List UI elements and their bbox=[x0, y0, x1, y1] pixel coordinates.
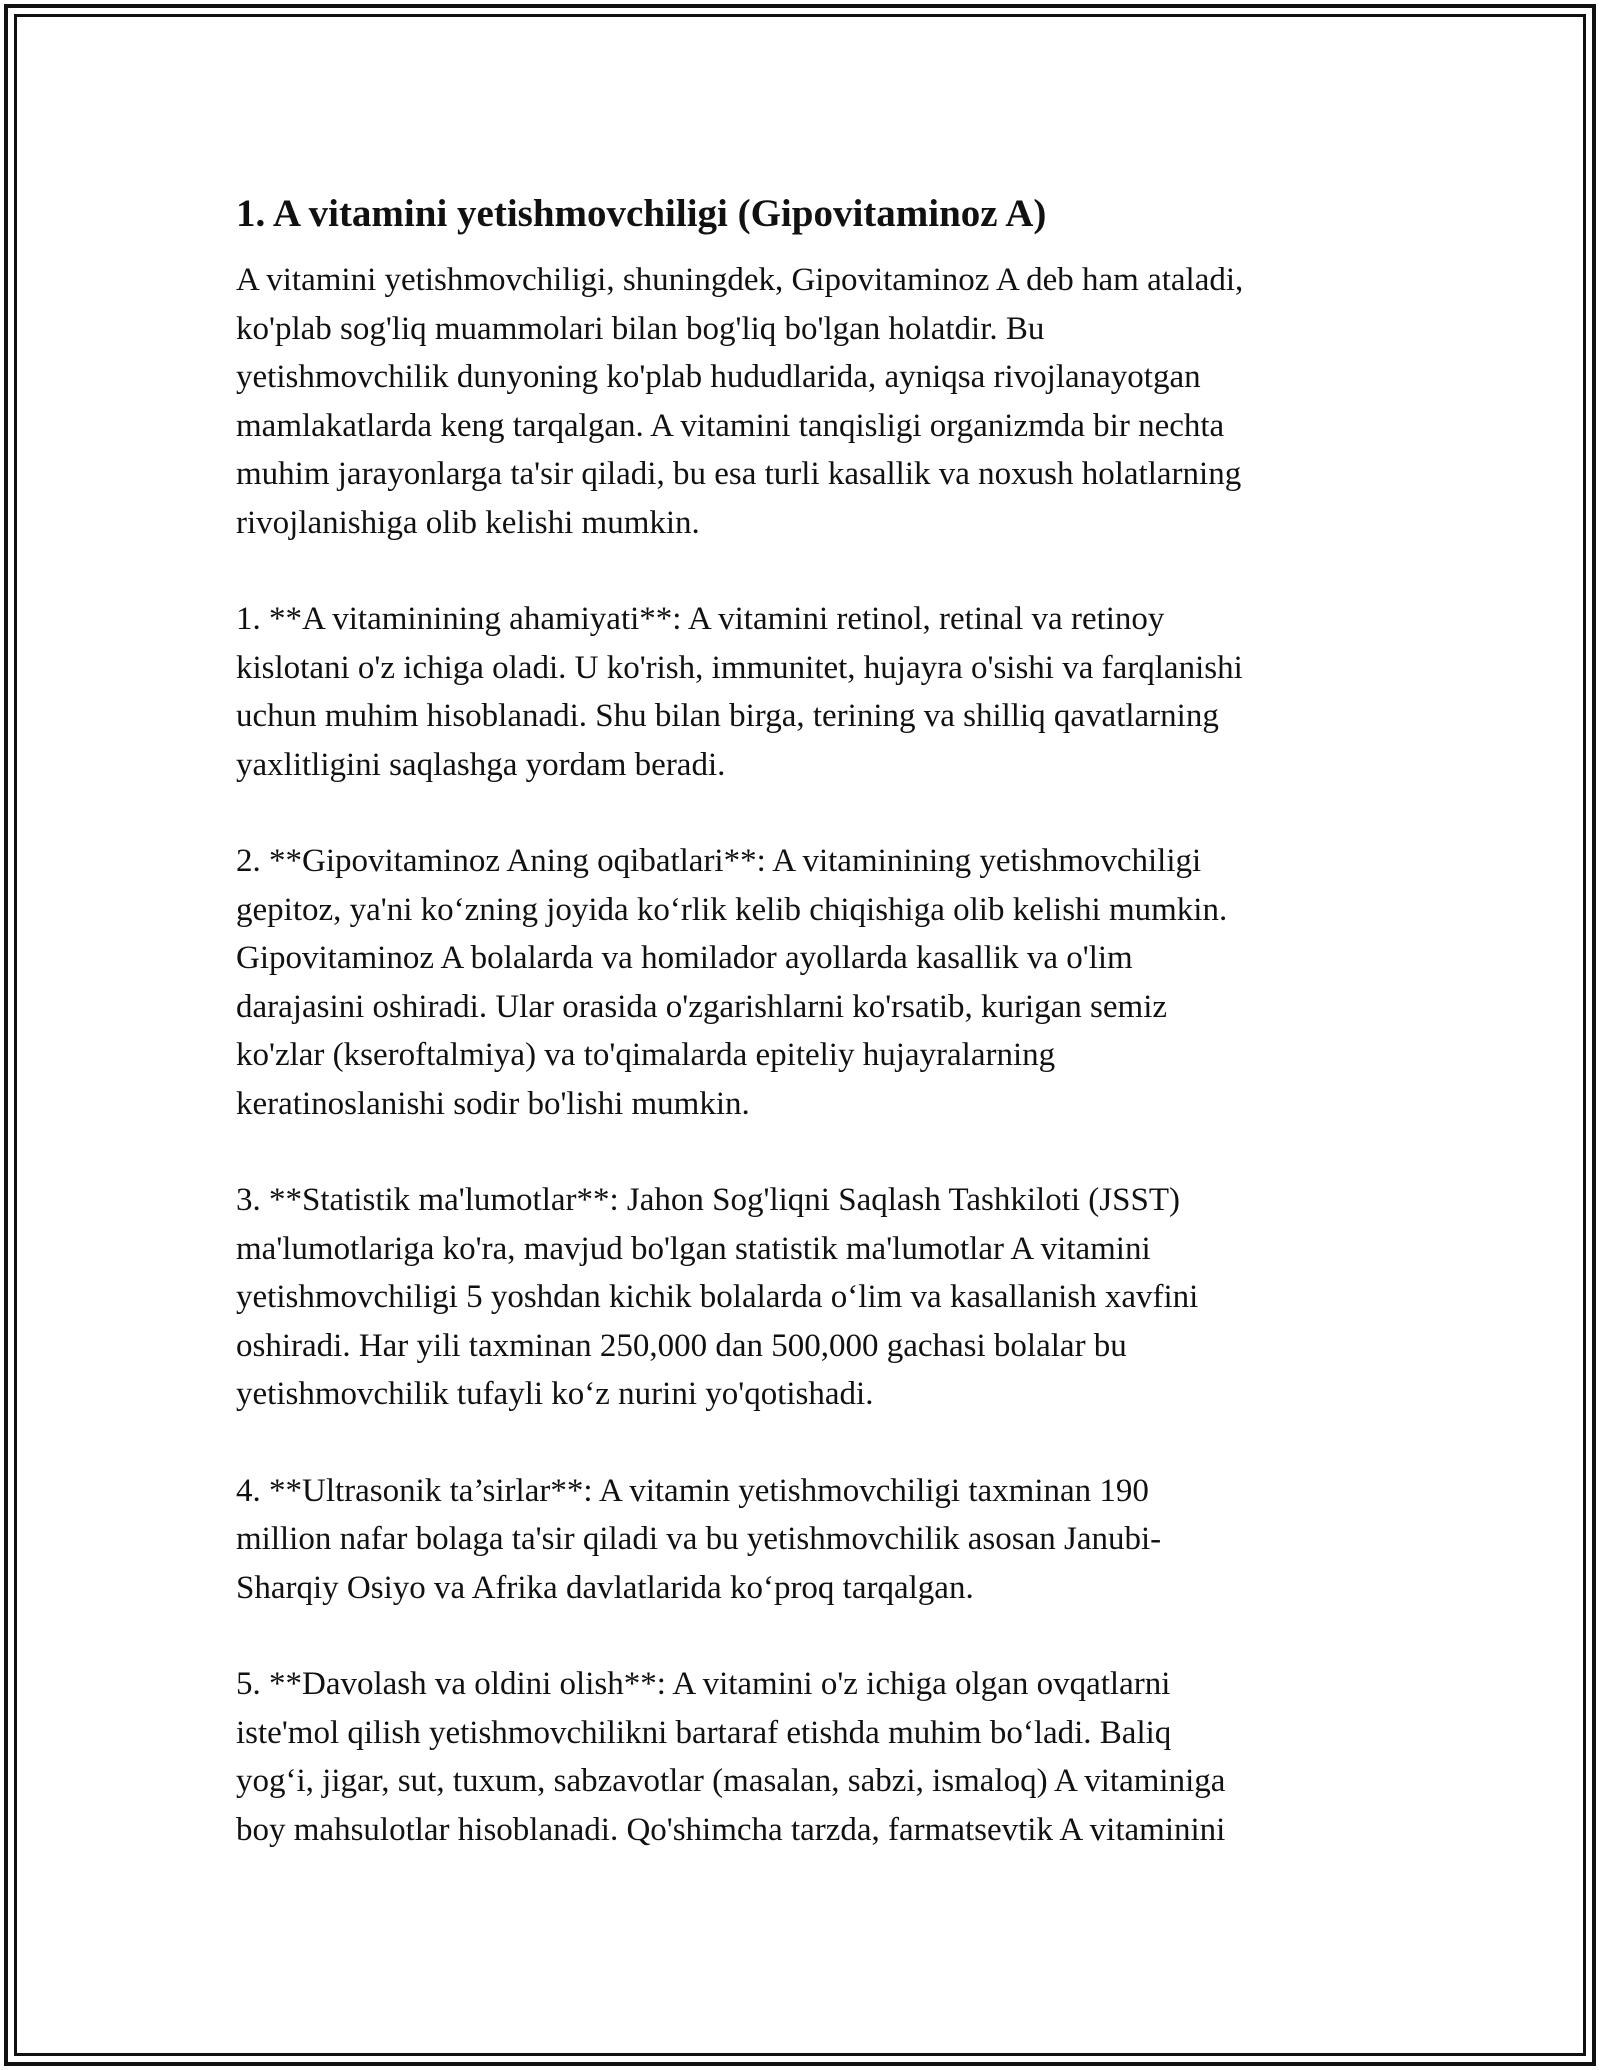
point-1-paragraph: 1. **A vitaminining ahamiyati**: A vitamini retinol, retinal va retinoy kislotani o'z ichiga oladi. U ko'rish, immunitet, hujayra o'sishi va farqlanishi uchun muhim hisoblanadi. Shu bilan birga, terining va shilliq qavatlarning yaxlitligini saqlashga yordam beradi. bbox=[236, 601, 1243, 783]
point-2-paragraph: 2. **Gipovitaminoz Aning oqibatlari**: A vitaminining yetishmovchiligi gepitoz, ya'ni koʻzning joyida koʻrlik kelib chiqishiga olib kelishi mumkin. Gipovitaminoz A bolalarda va homilador ayollarda kasallik va o'lim darajasini oshiradi. Ular orasida o'zgarishlarni ko'rsatib, kurigan semiz ko'zlar (kseroftalmiya) va to'qimalarda epiteliy hujayralarning keratinoslanishi sodir bo'lishi mumkin. bbox=[236, 843, 1228, 1122]
point-5-paragraph: 5. **Davolash va oldini olish**: A vitamini o'z ichiga olgan ovqatlarni iste'mol qilish yetishmovchilikni bartaraf etishda muhim boʻladi. Baliq yogʻi, jigar, sut, tuxum, sabzavotlar (masalan, sabzi, ismaloq) A vitaminiga boy mahsulotlar hisoblanadi. Qo'shimcha tarzda, farmatsevtik A vitaminini bbox=[236, 1666, 1226, 1848]
point-3-paragraph: 3. **Statistik ma'lumotlar**: Jahon Sog'liqni Saqlash Tashkiloti (JSST) ma'lumotlariga ko'ra, mavjud bo'lgan statistik ma'lumotlar A vitamini yetishmovchiligi 5 yoshdan kichik bolalarda oʻlim va kasallanish xavfini oshiradi. Har yili taxminan 250,000 dan 500,000 gachasi bolalar bu yetishmovchilik tufayli koʻz nurini yo'qotishadi. bbox=[236, 1182, 1199, 1412]
section-heading: 1. A vitamini yetishmovchiligi (Gipovitaminoz A) bbox=[236, 192, 1047, 235]
point-4-paragraph: 4. **Ultrasonik ta’sirlar**: A vitamin yetishmovchiligi taxminan 190 million nafar bolaga ta'sir qiladi va bu yetishmovchilik asosan Janubi- Sharqiy Osiyo va Afrika davlatlarida koʻproq tarqalgan. bbox=[236, 1472, 1162, 1606]
intro-paragraph: A vitamini yetishmovchiligi, shuningdek, Gipovitaminoz A deb ham ataladi, ko'plab sog'liq muammolari bilan bog'liq bo'lgan holatdir. Bu yetishmovchilik dunyoning ko'plab hududlarida, ayniqsa rivojlanayotgan mamlakatlarda keng tarqalgan. A vitamini tanqisligi organizmda bir nechta muhim jarayonlarga ta'sir qiladi, bu esa turli kasallik va noxush holatlarning rivojlanishiga olib kelishi mumkin. bbox=[236, 262, 1244, 541]
document-body bbox=[236, 186, 1386, 1902]
